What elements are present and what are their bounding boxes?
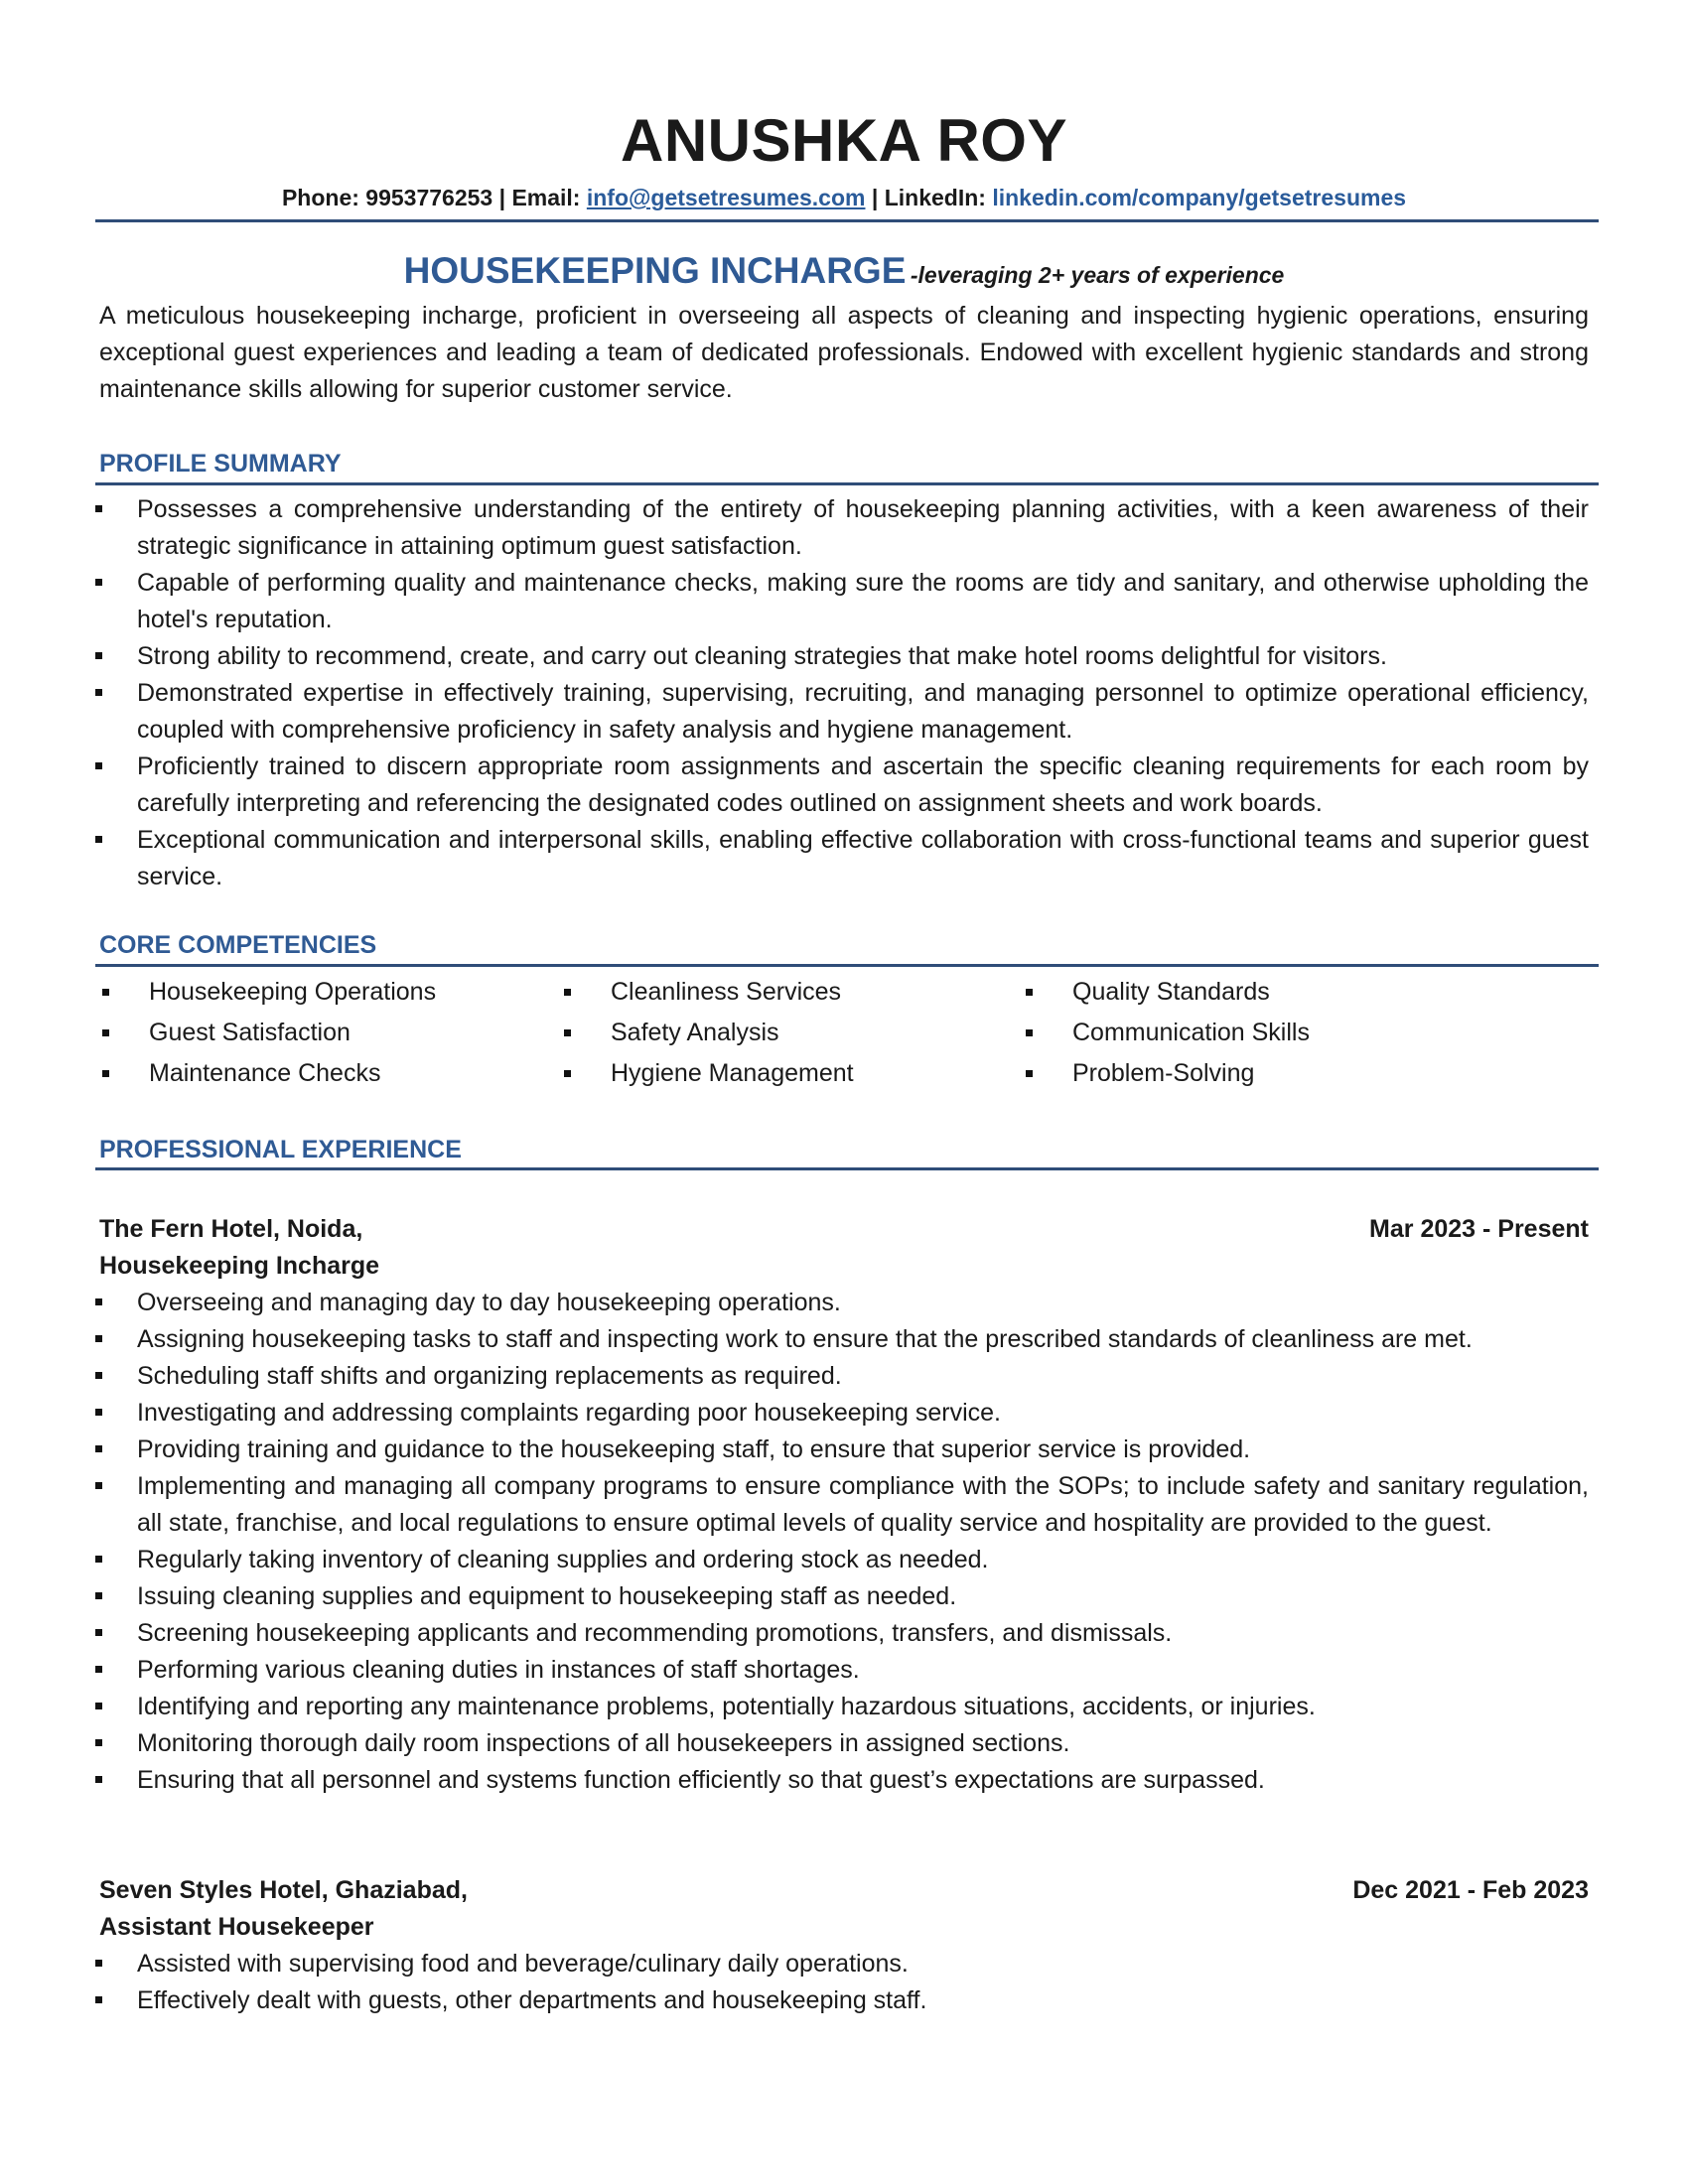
experience-tagline: -leveraging 2+ years of experience — [910, 262, 1285, 288]
linkedin-link[interactable]: linkedin.com/company/getsetresumes — [992, 185, 1407, 210]
phone-label: Phone: — [281, 185, 359, 210]
bullet-icon — [95, 836, 102, 843]
list-item: Effectively dealt with guests, other departments and housekeeping staff. — [95, 1982, 1589, 2019]
job-role: Housekeeping Incharge — [99, 1252, 380, 1280]
header-divider — [95, 219, 1599, 222]
list-item: Exceptional communication and interpersonal skills, enabling effective collaboration with cross-functional teams and superior guest service. — [95, 822, 1589, 895]
competency-item: Housekeeping Operations — [149, 978, 437, 1006]
company-name: Seven Styles Hotel, Ghaziabad, — [99, 1876, 468, 1904]
job-header — [99, 1211, 1589, 1248]
bullet-icon — [95, 1556, 102, 1563]
bullet-icon — [95, 1666, 102, 1673]
bullet-icon — [564, 1070, 571, 1077]
section-divider — [95, 482, 1599, 485]
job-dates: Mar 2023 - Present — [1369, 1215, 1589, 1243]
job-role: Assistant Housekeeper — [99, 1913, 374, 1941]
list-item: Screening housekeeping applicants and recommending promotions, transfers, and dismissals. — [95, 1615, 1589, 1652]
bullet-icon — [95, 1372, 102, 1379]
bullet-icon — [564, 1029, 571, 1036]
company-name: The Fern Hotel, Noida, — [99, 1215, 363, 1243]
list-item: Ensuring that all personnel and systems function efficiently so that guest’s expectations are surpassed. — [95, 1762, 1589, 1799]
bullet-icon — [95, 1960, 102, 1967]
job-bullets — [95, 1946, 1589, 2019]
competency-item: Hygiene Management — [611, 1059, 854, 1087]
bullet-icon — [102, 1070, 109, 1077]
list-item: Capable of performing quality and maintenance checks, making sure the rooms are tidy and sanitary, and otherwise upholding the hotel's reputation. — [95, 565, 1589, 638]
list-item: Implementing and managing all company programs to ensure compliance with the SOPs; to include safety and sanitary regulation, all state, franchise, and local regulations to ensure optimal levels of quality service and hospitality are provided to the guest. — [95, 1468, 1589, 1542]
bullet-icon — [95, 1629, 102, 1636]
competency-item: Safety Analysis — [611, 1019, 779, 1046]
bullet-icon — [1026, 1029, 1033, 1036]
bullet-icon — [564, 989, 571, 996]
section-heading-professional-experience: PROFESSIONAL EXPERIENCE — [99, 1136, 462, 1163]
section-divider — [95, 1167, 1599, 1170]
competency-item: Problem-Solving — [1072, 1059, 1255, 1087]
separator: | — [498, 185, 506, 210]
competency-item: Maintenance Checks — [149, 1059, 381, 1087]
competency-item: Guest Satisfaction — [149, 1019, 351, 1046]
bullet-icon — [95, 1445, 102, 1452]
list-item: Possesses a comprehensive understanding of the entirety of housekeeping planning activities, with a keen awareness of their strategic significance in attaining optimum guest satisfaction. — [95, 491, 1589, 565]
list-item: Proficiently trained to discern appropriate room assignments and ascertain the specific cleaning requirements for each room by carefully interpreting and referencing the designated codes outlined on assignment sheets and work boards. — [95, 749, 1589, 822]
list-item: Overseeing and managing day to day housekeeping operations. — [95, 1285, 1589, 1321]
job-title: HOUSEKEEPING INCHARGE — [403, 250, 907, 291]
email-link[interactable]: info@getsetresumes.com — [586, 185, 866, 210]
job-dates: Dec 2021 - Feb 2023 — [1352, 1876, 1589, 1904]
bullet-icon — [95, 1482, 102, 1489]
bullet-icon — [95, 689, 102, 696]
bullet-icon — [95, 1335, 102, 1342]
bullet-icon — [95, 1996, 102, 2003]
separator: | — [871, 185, 879, 210]
bullet-icon — [102, 989, 109, 996]
section-heading-profile-summary: PROFILE SUMMARY — [99, 450, 342, 478]
candidate-name: ANUSHKA ROY — [621, 107, 1067, 174]
email-label: Email: — [511, 185, 581, 210]
list-item: Investigating and addressing complaints regarding poor housekeeping service. — [95, 1395, 1589, 1432]
list-item: Scheduling staff shifts and organizing replacements as required. — [95, 1358, 1589, 1395]
profile-summary-list — [95, 491, 1589, 895]
phone-number: 9953776253 — [365, 185, 493, 210]
bullet-icon — [95, 762, 102, 769]
list-item: Providing training and guidance to the housekeeping staff, to ensure that superior service is provided. — [95, 1432, 1589, 1468]
list-item: Assigning housekeeping tasks to staff and inspecting work to ensure that the prescribed standards of cleanliness are met. — [95, 1321, 1589, 1358]
section-heading-core-competencies: CORE COMPETENCIES — [99, 931, 377, 959]
list-item: Regularly taking inventory of cleaning supplies and ordering stock as needed. — [95, 1542, 1589, 1578]
list-item: Issuing cleaning supplies and equipment to housekeeping staff as needed. — [95, 1578, 1589, 1615]
list-item: Identifying and reporting any maintenance problems, potentially hazardous situations, accidents, or injuries. — [95, 1689, 1589, 1725]
bullet-icon — [95, 1409, 102, 1416]
contact-line — [95, 183, 1593, 212]
bullet-icon — [95, 505, 102, 512]
competency-item: Quality Standards — [1072, 978, 1270, 1006]
summary-paragraph: A meticulous housekeeping incharge, proficient in overseeing all aspects of cleaning and inspecting hygienic operations, ensuring exceptional guest experiences and leading a team of dedicated professionals. Endowed with excellent hygienic standards and strong maintenance skills allowing for superior customer service. — [99, 302, 1589, 403]
linkedin-label: LinkedIn: — [884, 185, 986, 210]
job-header — [99, 1872, 1589, 1909]
bullet-icon — [1026, 1070, 1033, 1077]
section-divider — [95, 964, 1599, 967]
bullet-icon — [95, 1592, 102, 1599]
list-item: Performing various cleaning duties in instances of staff shortages. — [95, 1652, 1589, 1689]
bullet-icon — [95, 579, 102, 586]
competency-item: Communication Skills — [1072, 1019, 1310, 1046]
bullet-icon — [95, 1739, 102, 1746]
bullet-icon — [102, 1029, 109, 1036]
bullet-icon — [1026, 989, 1033, 996]
list-item: Demonstrated expertise in effectively training, supervising, recruiting, and managing personnel to optimize operational efficiency, coupled with comprehensive proficiency in safety analysis and hygiene management. — [95, 675, 1589, 749]
list-item: Monitoring thorough daily room inspections of all housekeepers in assigned sections. — [95, 1725, 1589, 1762]
list-item: Strong ability to recommend, create, and carry out cleaning strategies that make hotel rooms delightful for visitors. — [95, 638, 1589, 675]
list-item: Assisted with supervising food and beverage/culinary daily operations. — [95, 1946, 1589, 1982]
bullet-icon — [95, 1703, 102, 1709]
bullet-icon — [95, 652, 102, 659]
bullet-icon — [95, 1298, 102, 1305]
competency-item: Cleanliness Services — [611, 978, 842, 1006]
headline — [95, 248, 1593, 302]
job-bullets — [95, 1285, 1589, 1799]
bullet-icon — [95, 1776, 102, 1783]
